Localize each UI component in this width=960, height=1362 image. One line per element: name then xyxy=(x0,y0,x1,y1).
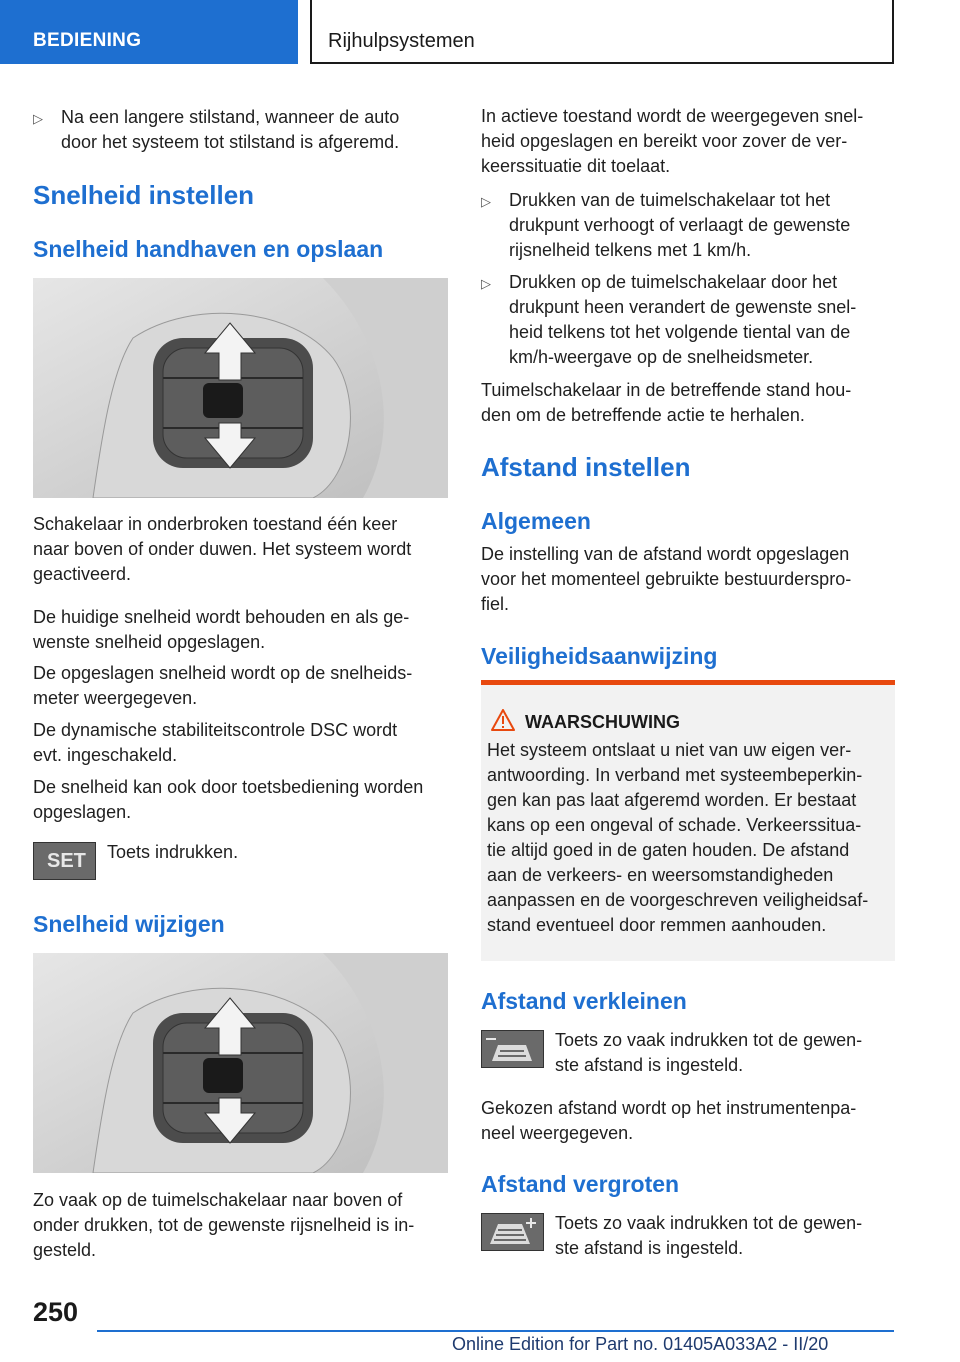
increase-text xyxy=(555,1211,895,1261)
page-number: 250 xyxy=(33,1297,79,1327)
heading-safety: Veiligheidsaanwijzing xyxy=(481,643,718,669)
heading-decrease-distance: Afstand verkleinen xyxy=(481,988,687,1014)
text-line: Drukken op de tuimelschakelaar door het xyxy=(509,272,838,292)
distance-decrease-icon xyxy=(481,1030,544,1068)
text-line: De dynamische stabiliteitscontrole DSC wordt xyxy=(33,720,398,740)
text-line: De opgeslagen snelheid wordt op de snelheids- xyxy=(33,663,413,683)
steering-switch-photo xyxy=(33,278,448,498)
paragraph xyxy=(481,1096,895,1146)
paragraph xyxy=(481,378,895,428)
text-line: rijsnelheid telkens met 1 km/h. xyxy=(509,240,752,260)
text-line: Gekozen afstand wordt op het instrumentenpa- xyxy=(481,1098,857,1118)
text-line: ste afstand is ingesteld. xyxy=(555,1238,744,1258)
text-line: tie altijd goed in de gaten houden. De afstand xyxy=(487,840,850,860)
text-line: naar boven of onder duwen. Het systeem wordt xyxy=(33,539,412,559)
text-line: ste afstand is ingesteld. xyxy=(555,1055,744,1075)
text-line: Drukken van de tuimelschakelaar tot het xyxy=(509,190,831,210)
bullet-triangle-icon: ▷ xyxy=(481,194,491,209)
text-line: In actieve toestand wordt de weergegeven snel- xyxy=(481,106,864,126)
paragraph xyxy=(481,542,895,617)
text-line: fiel. xyxy=(481,594,510,614)
text-line: Na een langere stilstand, wanneer de auto xyxy=(61,107,400,127)
text-line: Zo vaak op de tuimelschakelaar naar boven of xyxy=(33,1190,403,1210)
text-line: km/h-weergave op de snelheidsmeter. xyxy=(509,347,814,367)
set-key-text xyxy=(107,840,238,865)
text-line: gesteld. xyxy=(33,1240,97,1260)
text-line: De instelling van de afstand wordt opgeslagen xyxy=(481,544,850,564)
bullet-item xyxy=(481,188,895,264)
text-line: Toets zo vaak indrukken tot de gewen- xyxy=(555,1213,863,1233)
bullet-item xyxy=(481,270,895,370)
text-line: antwoording. In verband met systeembeperkin- xyxy=(487,765,863,785)
text-line: den om de betreffende actie te herhalen. xyxy=(481,405,805,425)
warning-title: WAARSCHUWING xyxy=(525,712,680,732)
text-line: onder drukken, tot de gewenste rijsnelheid is in- xyxy=(33,1215,415,1235)
text-line: heid telkens tot het volgende tiental van de xyxy=(509,322,851,342)
set-key-icon xyxy=(33,842,96,880)
paragraph xyxy=(33,1188,453,1263)
text-line: aanpassen en de voorgeschreven veiligheidsaf- xyxy=(487,890,869,910)
text-line: gen kan pas laat afgeremd worden. Er bestaat xyxy=(487,790,857,810)
section-tab xyxy=(0,0,298,64)
text-line: Tuimelschakelaar in de betreffende stand hou- xyxy=(481,380,852,400)
bullet-triangle-icon: ▷ xyxy=(33,111,43,126)
text-line: meter weergegeven. xyxy=(33,688,198,708)
decrease-text xyxy=(555,1028,895,1078)
text-line: door het systeem tot stilstand is afgeremd. xyxy=(61,132,400,152)
text-line: opgeslagen. xyxy=(33,802,132,822)
footer-edition: Online Edition for Part no. 01405A033A2 - II/20 xyxy=(452,1334,829,1354)
chapter-header xyxy=(310,0,894,64)
paragraph xyxy=(33,775,448,825)
warning-box xyxy=(481,680,895,961)
warning-text xyxy=(487,738,891,938)
text-line: Toets zo vaak indrukken tot de gewen- xyxy=(555,1030,863,1050)
text-line: keerssituatie dit toelaat. xyxy=(481,156,671,176)
text-line: De snelheid kan ook door toetsbediening worden xyxy=(33,777,424,797)
text-line: heid opgeslagen en bereikt voor zover de ver- xyxy=(481,131,848,151)
paragraph xyxy=(33,661,448,711)
text-line: drukpunt heen verandert de gewenste snel- xyxy=(509,297,857,317)
set-key-label: SET xyxy=(47,850,86,872)
heading-speed-set: Snelheid instellen xyxy=(33,180,255,210)
bullet-triangle-icon: ▷ xyxy=(481,276,491,291)
text-line: neel weergegeven. xyxy=(481,1123,634,1143)
distance-increase-icon xyxy=(481,1213,544,1251)
chapter-title: Rijhulpsystemen xyxy=(328,30,475,52)
text-line: voor het momenteel gebruikte bestuurderspro- xyxy=(481,569,852,589)
heading-change-speed: Snelheid wijzigen xyxy=(33,911,225,937)
footer-divider xyxy=(97,1330,894,1332)
text-line: Toets indrukken. xyxy=(107,842,239,862)
paragraph xyxy=(33,605,448,655)
bullet-item xyxy=(33,105,448,157)
heading-keep-store: Snelheid handhaven en opslaan xyxy=(33,236,384,262)
paragraph xyxy=(481,104,895,179)
text-line: drukpunt verhoogt of verlaagt de gewenste xyxy=(509,215,851,235)
paragraph xyxy=(33,512,448,587)
text-line: kans op een ongeval of schade. Verkeerssitua- xyxy=(487,815,862,835)
text-line: aan de verkeers- en weersomstandigheden xyxy=(487,865,834,885)
text-line: wenste snelheid opgeslagen. xyxy=(33,632,266,652)
steering-switch-photo xyxy=(33,953,448,1173)
text-line: Het systeem ontslaat u niet van uw eigen ver- xyxy=(487,740,852,760)
heading-distance: Afstand instellen xyxy=(481,452,691,482)
heading-increase-distance: Afstand vergroten xyxy=(481,1171,680,1197)
paragraph xyxy=(33,718,448,768)
text-line: stand eventueel door remmen aanhouden. xyxy=(487,915,827,935)
text-line: evt. ingeschakeld. xyxy=(33,745,178,765)
text-line: De huidige snelheid wordt behouden en als ge- xyxy=(33,607,410,627)
heading-general: Algemeen xyxy=(481,508,591,534)
text-line: geactiveerd. xyxy=(33,564,132,584)
section-title: BEDIENING xyxy=(33,30,142,51)
warning-triangle-icon xyxy=(491,709,515,731)
text-line: Schakelaar in onderbroken toestand één keer xyxy=(33,514,398,534)
